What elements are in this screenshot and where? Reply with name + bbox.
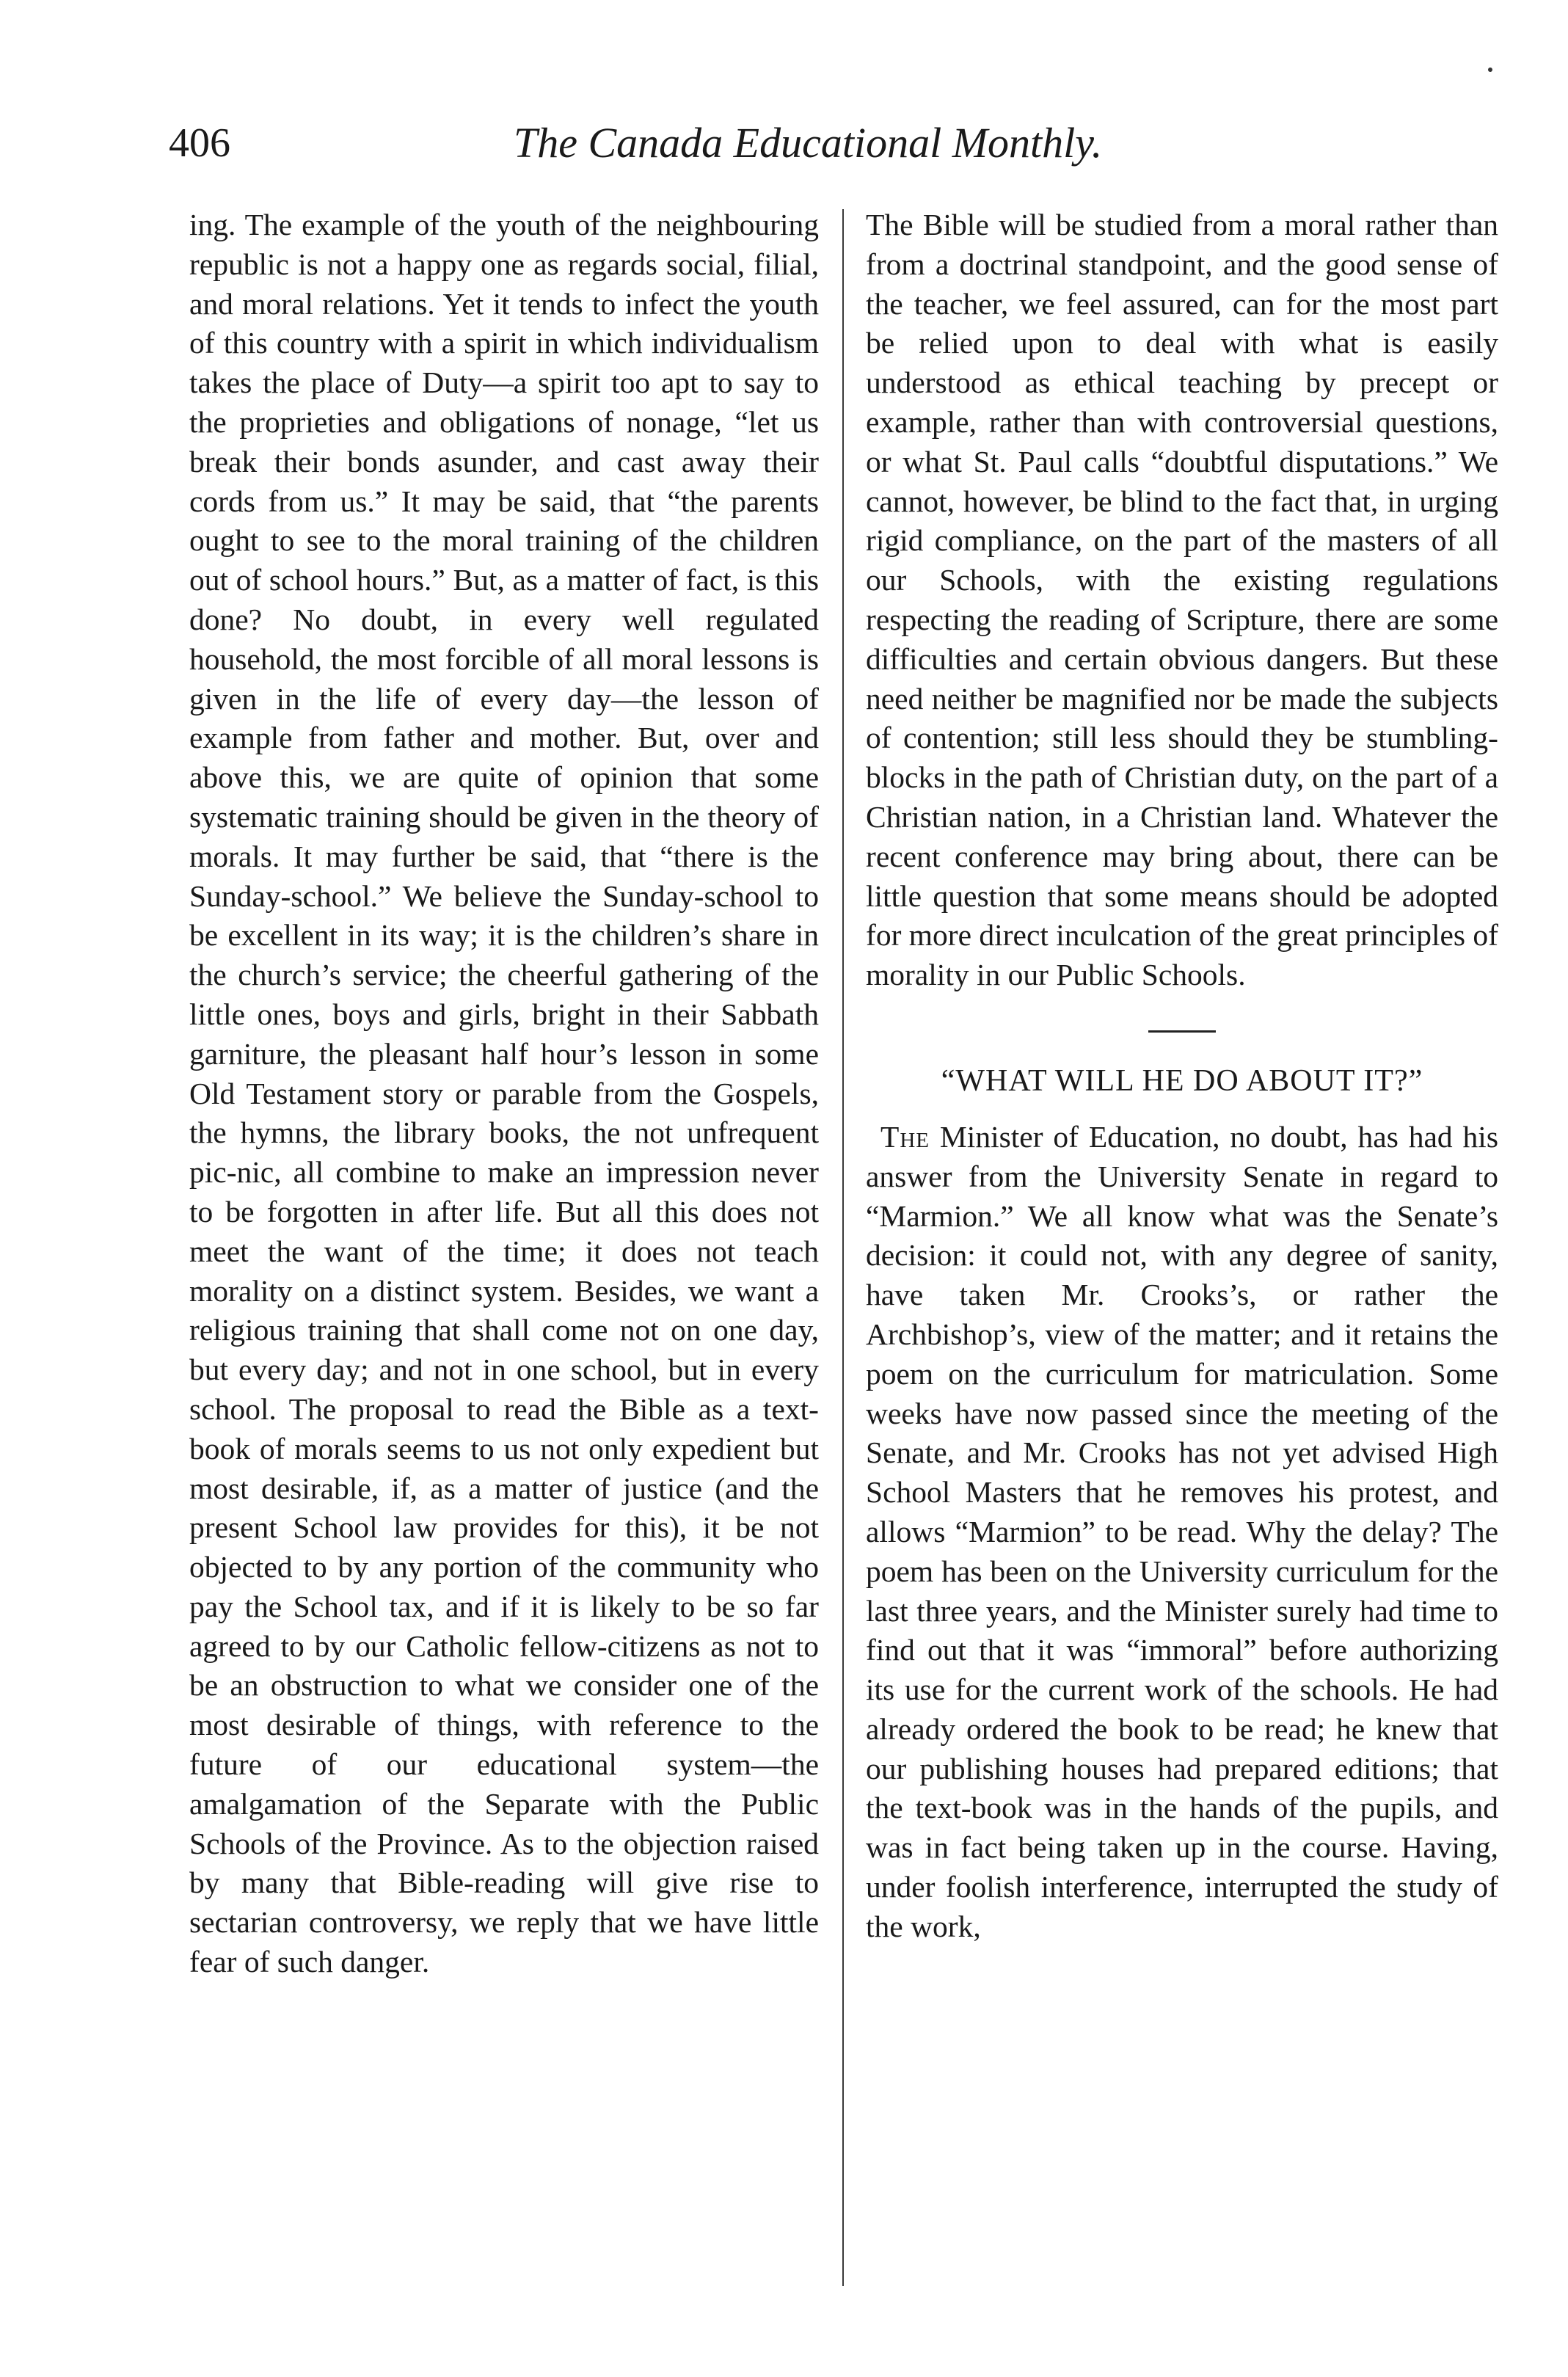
journal-title: The Canada Educational Monthly.	[514, 119, 1103, 167]
page-speck	[1488, 68, 1492, 72]
right-column	[866, 205, 1498, 1947]
left-column	[189, 205, 819, 1982]
paragraph-2-text: Minister of Education, no doubt, has had his answer from the University Senate in regard to “Marmion.” We all know what was the Senate’s decision: it could not, with any degree of sanity, have taken Mr. Crooks’s, or rather the Archbishop’s, view of the matter; and it retains the poem on the curriculum for matriculation. Some weeks have now passed since the meeting of the Senate, and Mr. Crooks has not yet advised High School Masters that he removes his protest, and allows “Marmion” to be read. Why the delay? The poem has been on the University curriculum for the last three years, and the Minister surely had time to find out that it was “immoral” before authorizing its use for the current work of the schools. He had already ordered the book to be read; he knew that our publishing houses had prepared editions; that the text-book was in the hands of the pupils, and was in fact being taken up in the course. Having, under foolish interference, interrupted the study of the work,	[866, 1119, 1498, 1943]
page-number: 406	[169, 120, 230, 166]
column-divider	[842, 209, 844, 2286]
section-divider	[1148, 1030, 1216, 1033]
right-column-paragraph-2	[866, 1118, 1498, 1947]
right-column-paragraph-1: The Bible will be studied from a moral rather than from a doctrinal standpoint, and the good sense of the teacher, we feel assured, can for the most part be relied upon to deal with what is easily understood as ethical teaching by precept or example, rather than with controversial questions, or what St. Paul calls “doubtful disputations.” We cannot, however, be blind to the fact that, in urging rigid compliance, on the part of the masters of all our Schools, with the existing regulations respecting the reading of Scripture, there are some difficulties and certain obvious dangers. But these need neither be magnified nor be made the subjects of contention; still less should they be stumbling-blocks in the path of Christian duty, on the part of a Christian nation, in a Christian land. Whatever the recent conference may bring about, there can be little question that some means should be adopted for more direct inculcation of the great principles of morality in our Public Schools.	[866, 208, 1498, 992]
running-head	[169, 110, 1512, 176]
left-column-paragraph: ing. The example of the youth of the neighbouring republic is not a happy one as regards social, filial, and moral relations. Yet it tends to infect the youth of this country with a spirit in which individualism takes the place of Duty—a spirit too apt to say to the proprieties and obligations of nonage, “let us break their bonds asunder, and cast away their cords from us.” It may be said, that “the parents ought to see to the moral training of the children out of school hours.” But, as a matter of fact, is this done? No doubt, in every well regulated household, the most forcible of all moral lessons is given in the life of every day—the lesson of example from father and mother. But, over and above this, we are quite of opinion that some systematic training should be given in the theory of morals. It may further be said, that “there is the Sunday-school.” We believe the Sunday-school to be excellent in its way; it is the children’s share in the church’s service; the cheerful gathering of the little ones, boys and girls, bright in their Sabbath garniture, the pleasant half hour’s lesson in some Old Testament story or parable from the Gospels, the hymns, the library books, the not unfrequent pic-nic, all combine to make an impression never to be forgotten in after life. But all this does not meet the want of the time; it does not teach morality on a distinct system. Besides, we want a religious training that shall come not on one day, but every day; and not in one school, but in every school. The proposal to read the Bible as a text-book of morals seems to us not only expedient but most desirable, if, as a matter of justice (and the present School law provides for this), it be not objected to by any portion of the community who pay the School tax, and if it is likely to be so far agreed to by our Catholic fellow-citizens as not to be an obstruction to what we consider one of the most desirable of things, with reference to the future of our educational system—the amalgamation of the Separate with the Public Schools of the Province. As to the objection raised by many that Bible-reading will give rise to sectarian controversy, we reply that we have little fear of such danger.	[189, 208, 819, 1979]
section-heading: “WHAT WILL HE DO ABOUT IT?”	[941, 1063, 1423, 1098]
lead-word: The	[880, 1119, 930, 1154]
